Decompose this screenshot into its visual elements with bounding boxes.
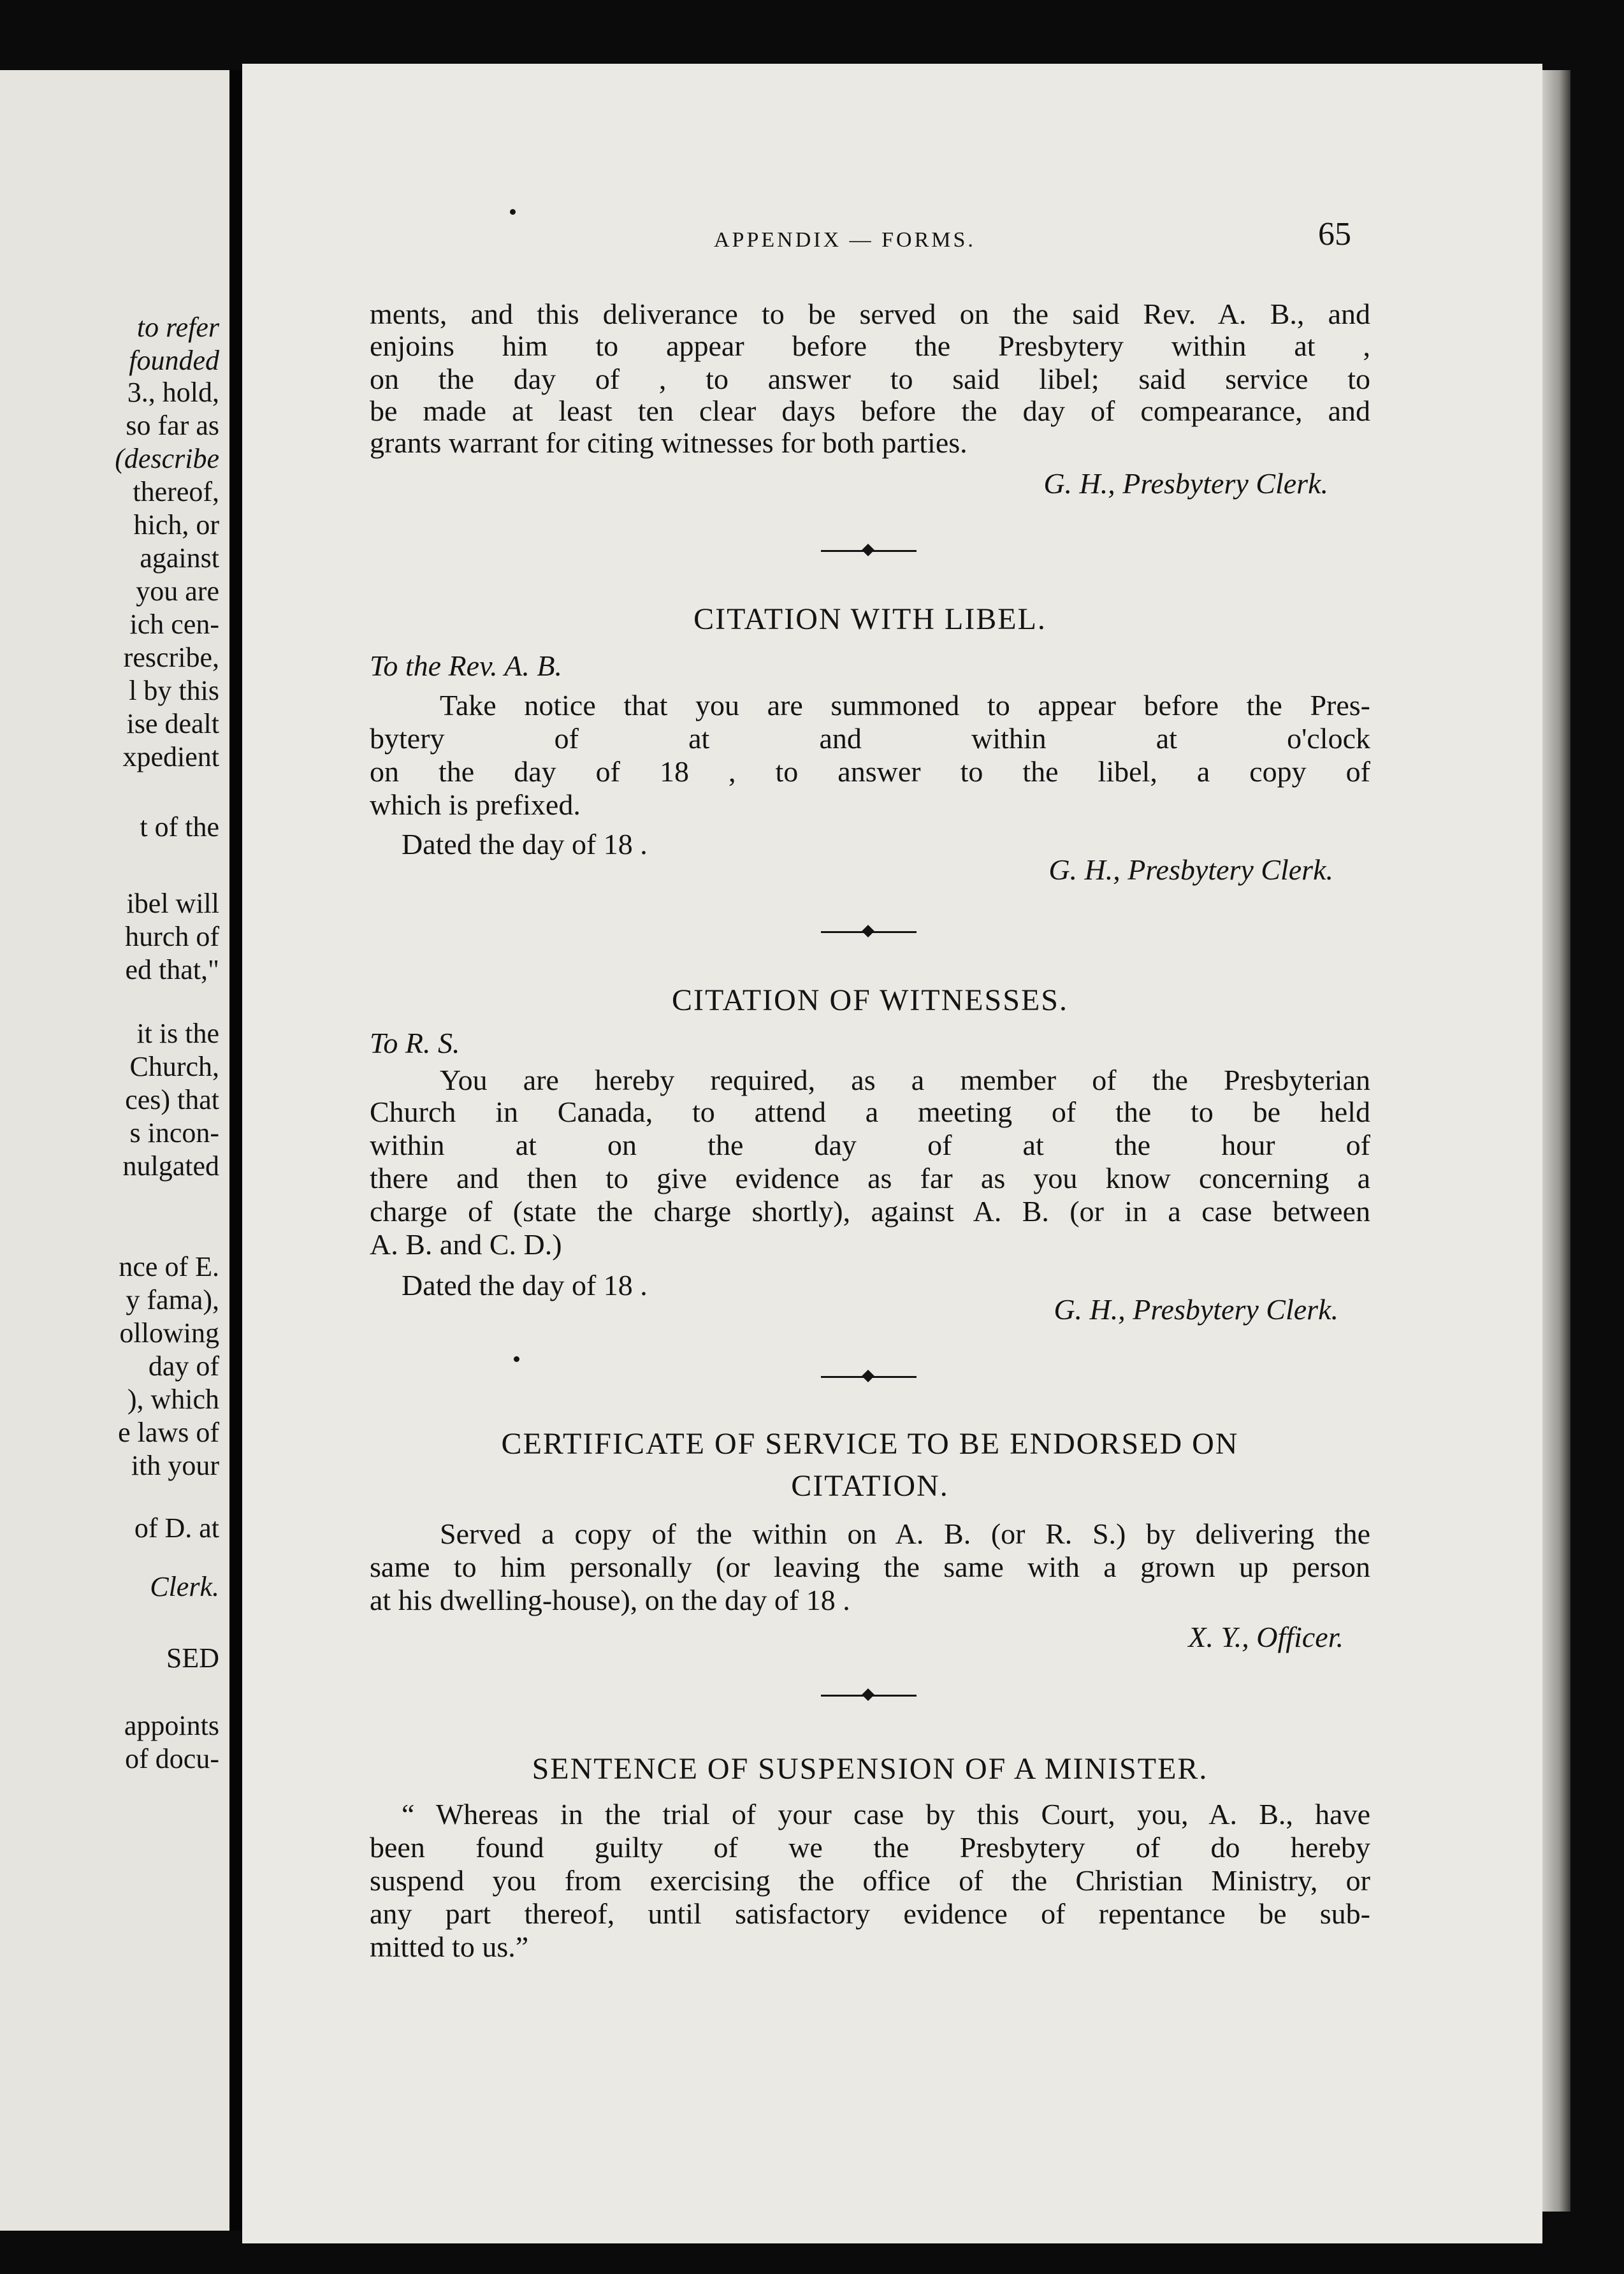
dated-line: Dated the day of 18 .	[402, 828, 648, 860]
heading-certificate-of-service-line2: CITATION.	[791, 1469, 949, 1503]
sentence-line: any part thereof, until satisfactory evidence of repentance be sub-	[370, 1897, 1370, 1930]
book-gutter	[229, 70, 243, 2231]
addressee: To R. S.	[370, 1027, 460, 1059]
clerk-signature: G. H., Presbytery Clerk.	[1048, 853, 1333, 886]
left-fragment: so far as	[126, 410, 219, 441]
addressee: To the Rev. A. B.	[370, 649, 562, 682]
print-speck	[510, 209, 516, 215]
continuation-line: grants warrant for citing witnesses for both parties.	[370, 426, 968, 459]
left-fragment: founded	[129, 345, 219, 376]
left-fragment: (describe	[115, 443, 219, 474]
left-page	[0, 70, 229, 2231]
left-fragment: it is the	[136, 1018, 219, 1049]
citation-line: Take notice that you are summoned to appear before the Pres-	[440, 689, 1370, 721]
left-fragment: appoints	[124, 1710, 219, 1741]
clerk-signature: G. H., Presbytery Clerk.	[1054, 1293, 1338, 1326]
left-fragment: ces) that	[125, 1084, 219, 1115]
left-fragment: thereof,	[133, 476, 219, 507]
heading-citation-with-libel: CITATION WITH LIBEL.	[693, 602, 1047, 636]
continuation-line: be made at least ten clear days before the day of compearance, and	[370, 395, 1370, 427]
left-fragment: rescribe,	[123, 642, 219, 673]
dated-line: Dated the day of 18 .	[402, 1269, 648, 1301]
left-fragment: ed that,"	[125, 954, 219, 985]
citation-line: which is prefixed.	[370, 788, 581, 821]
left-fragment: ), which	[127, 1384, 219, 1415]
section-divider	[821, 925, 917, 938]
left-fragment: ich cen-	[129, 609, 219, 640]
section-divider	[821, 544, 917, 557]
left-fragment: against	[140, 542, 219, 574]
left-fragment: ollowing	[119, 1317, 219, 1349]
sentence-line: been found guilty of we the Presbytery of do hereby	[370, 1831, 1370, 1864]
citation-line: within at on the day of at the hour of	[370, 1129, 1370, 1161]
left-fragment: nce of E.	[119, 1251, 219, 1282]
citation-line: on the day of 18 , to answer to the libel, a copy of	[370, 755, 1370, 788]
left-fragment: t of the	[140, 811, 219, 843]
continuation-line: on the day of , to answer to said libel; said service to	[370, 363, 1370, 395]
page-edge	[1542, 70, 1570, 2212]
certificate-line: same to him personally (or leaving the same with a grown up person	[370, 1551, 1370, 1583]
sentence-line: suspend you from exercising the office of the Christian Ministry, or	[370, 1864, 1370, 1897]
heading-citation-of-witnesses: CITATION OF WITNESSES.	[672, 983, 1068, 1017]
certificate-line: Served a copy of the within on A. B. (or R. S.) by delivering the	[440, 1517, 1370, 1550]
citation-line: Church in Canada, to attend a meeting of the to be held	[370, 1096, 1370, 1128]
left-fragment: nulgated	[122, 1150, 219, 1182]
citation-line: You are hereby required, as a member of the Presbyterian	[440, 1064, 1370, 1096]
left-fragment: ise dealt	[126, 708, 219, 739]
officer-signature: X. Y., Officer.	[1188, 1621, 1344, 1653]
heading-certificate-of-service: CERTIFICATE OF SERVICE TO BE ENDORSED ON	[501, 1427, 1239, 1461]
left-fragment: day of	[148, 1351, 219, 1382]
left-fragment: SED	[166, 1642, 219, 1674]
page-number: 65	[1318, 216, 1351, 252]
sentence-line: mitted to us.”	[370, 1930, 529, 1963]
left-fragment: you are	[136, 576, 219, 607]
clerk-signature: G. H., Presbytery Clerk.	[1043, 467, 1328, 500]
citation-line: charge of (state the charge shortly), against A. B. (or in a case between	[370, 1195, 1370, 1228]
left-fragment: 3., hold,	[127, 377, 219, 408]
left-fragment: hich, or	[133, 509, 219, 540]
print-speck	[514, 1356, 519, 1362]
continuation-line: ments, and this deliverance to be served on the said Rev. A. B., and	[370, 298, 1370, 330]
certificate-line: at his dwelling-house), on the day of 18 .	[370, 1584, 850, 1616]
running-head: APPENDIX — FORMS.	[714, 228, 976, 252]
citation-line: bytery of at and within at o'clock	[370, 722, 1370, 755]
citation-line: A. B. and C. D.)	[370, 1228, 562, 1261]
left-fragment: l by this	[129, 675, 219, 706]
left-fragment: Clerk.	[150, 1571, 219, 1602]
section-divider	[821, 1689, 917, 1702]
left-fragment: of D. at	[134, 1512, 219, 1544]
section-divider	[821, 1370, 917, 1383]
left-fragment: e laws of	[118, 1417, 219, 1448]
left-fragment: ibel will	[126, 888, 219, 919]
sentence-line: “ Whereas in the trial of your case by this Court, you, A. B., have	[402, 1798, 1370, 1830]
left-fragment: hurch of	[125, 921, 219, 952]
left-fragment: to refer	[136, 312, 219, 343]
citation-line: there and then to give evidence as far as you know concerning a	[370, 1162, 1370, 1194]
left-fragment: s incon-	[129, 1117, 219, 1148]
heading-sentence-of-suspension: SENTENCE OF SUSPENSION OF A MINISTER.	[532, 1752, 1208, 1786]
left-fragment: y fama),	[126, 1284, 219, 1315]
left-fragment: Church,	[129, 1051, 219, 1082]
continuation-line: enjoins him to appear before the Presbytery within at ,	[370, 330, 1370, 362]
left-fragment: xpedient	[122, 741, 219, 772]
left-fragment: ith your	[131, 1450, 219, 1481]
left-fragment: of docu-	[125, 1743, 219, 1774]
